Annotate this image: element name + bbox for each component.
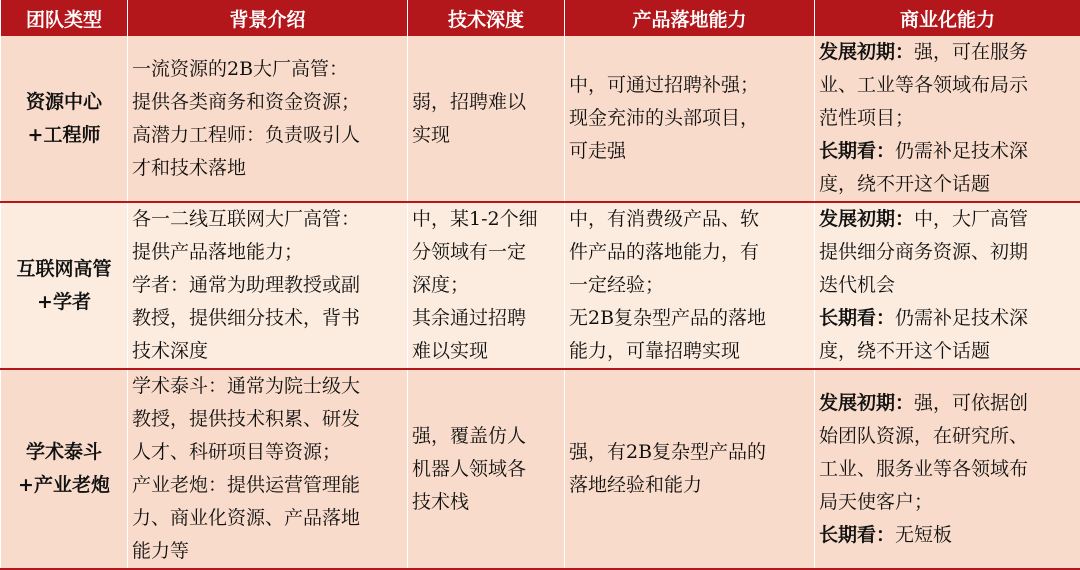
tech-line: 分领域有一定 [412, 236, 560, 269]
background-line: 一流资源的2B大厂高管： [132, 53, 403, 86]
commercial-line: 始团队资源，在研究所、 [819, 420, 1076, 453]
product-line: 中，可通过招聘补强； [569, 69, 810, 102]
team-type-line: 互联网高管 [5, 253, 123, 286]
long-term-text: 仍需补足技术深 [895, 140, 1028, 162]
commercial-long-line [819, 302, 1076, 335]
commercial-early-line [819, 36, 1076, 69]
tech-line: 机器人领域各 [412, 453, 560, 486]
team-type-cell [1, 36, 128, 202]
tech-depth-cell [408, 36, 565, 202]
background-line: 技术深度 [132, 335, 403, 368]
background-line: 教授，提供细分技术，背书 [132, 302, 403, 335]
background-line: 人才、科研项目等资源； [132, 436, 403, 469]
product-line: 强，有2B复杂型产品的 [569, 436, 810, 469]
commercial-line: 工业、服务业等各领域布 [819, 453, 1076, 486]
tech-line: 弱，招聘难以 [412, 86, 560, 119]
table-row [1, 202, 1080, 369]
header-tech-depth: 技术深度 [408, 0, 565, 36]
team-type-line: 资源中心 [5, 86, 123, 119]
commercial-line: 业、工业等各领域布局示 [819, 69, 1076, 102]
background-line: 提供各类商务和资金资源； [132, 86, 403, 119]
long-term-label: 长期看： [819, 524, 895, 546]
tech-depth-cell [408, 202, 565, 369]
early-stage-text: 强，可依据创 [914, 392, 1028, 414]
commercial-ability-cell [815, 36, 1080, 202]
tech-line: 强，覆盖仿人 [412, 420, 560, 453]
commercial-line: 局天使客户； [819, 486, 1076, 519]
table-row [1, 36, 1080, 202]
background-line: 产业老炮：提供运营管理能 [132, 469, 403, 502]
commercial-line: 提供细分商务资源、初期 [819, 236, 1076, 269]
product-ability-cell [565, 202, 815, 369]
product-line: 件产品的落地能力，有 [569, 236, 810, 269]
team-type-cell [1, 369, 128, 569]
table-row [1, 369, 1080, 569]
team-type-line: 学术泰斗 [5, 436, 123, 469]
product-line: 现金充沛的头部项目， [569, 102, 810, 135]
commercial-ability-cell [815, 369, 1080, 569]
tech-line: 中，某1-2个细 [412, 203, 560, 236]
tech-line: 实现 [412, 119, 560, 152]
background-line: 高潜力工程师：负责吸引人 [132, 119, 403, 152]
product-line: 一定经验； [569, 269, 810, 302]
product-ability-cell [565, 369, 815, 569]
background-cell [128, 202, 408, 369]
product-line: 无2B复杂型产品的落地 [569, 302, 810, 335]
commercial-line: 度，绕不开这个话题 [819, 335, 1076, 368]
product-line: 能力，可靠招聘实现 [569, 335, 810, 368]
long-term-label: 长期看： [819, 307, 895, 329]
background-cell [128, 36, 408, 202]
background-line: 力、商业化资源、产品落地 [132, 502, 403, 535]
long-term-text: 仍需补足技术深 [895, 307, 1028, 329]
product-line: 落地经验和能力 [569, 469, 810, 502]
header-product-ability: 产品落地能力 [565, 0, 815, 36]
early-stage-text: 中，大厂高管 [914, 208, 1028, 230]
header-row [1, 0, 1080, 36]
commercial-ability-cell [815, 202, 1080, 369]
commercial-long-line [819, 519, 1076, 552]
background-cell [128, 369, 408, 569]
tech-line: 技术栈 [412, 486, 560, 519]
background-line: 教授，提供技术积累、研发 [132, 403, 403, 436]
background-line: 学术泰斗：通常为院士级大 [132, 370, 403, 403]
commercial-line: 范性项目； [819, 102, 1076, 135]
background-line: 能力等 [132, 535, 403, 568]
tech-line: 难以实现 [412, 335, 560, 368]
commercial-long-line [819, 135, 1076, 168]
commercial-early-line [819, 387, 1076, 420]
header-background: 背景介绍 [128, 0, 408, 36]
early-stage-text: 强，可在服务 [914, 41, 1028, 63]
tech-line: 其余通过招聘 [412, 302, 560, 335]
long-term-text: 无短板 [895, 524, 952, 546]
team-type-cell [1, 202, 128, 369]
product-line: 中，有消费级产品、软 [569, 203, 810, 236]
commercial-early-line [819, 203, 1076, 236]
long-term-label: 长期看： [819, 140, 895, 162]
header-team-type: 团队类型 [1, 0, 128, 36]
product-ability-cell [565, 36, 815, 202]
background-line: 各一二线互联网大厂高管： [132, 203, 403, 236]
early-stage-label: 发展初期： [819, 208, 914, 230]
early-stage-label: 发展初期： [819, 392, 914, 414]
tech-line: 深度； [412, 269, 560, 302]
background-line: 学者：通常为助理教授或副 [132, 269, 403, 302]
background-line: 才和技术落地 [132, 152, 403, 185]
commercial-line: 迭代机会 [819, 269, 1076, 302]
product-line: 可走强 [569, 135, 810, 168]
team-type-line: +学者 [5, 286, 123, 319]
commercial-line: 度，绕不开这个话题 [819, 168, 1076, 201]
header-commercial-ability: 商业化能力 [815, 0, 1080, 36]
team-type-line: +产业老炮 [5, 469, 123, 502]
tech-depth-cell [408, 369, 565, 569]
early-stage-label: 发展初期： [819, 41, 914, 63]
team-type-line: +工程师 [5, 119, 123, 152]
background-line: 提供产品落地能力； [132, 236, 403, 269]
